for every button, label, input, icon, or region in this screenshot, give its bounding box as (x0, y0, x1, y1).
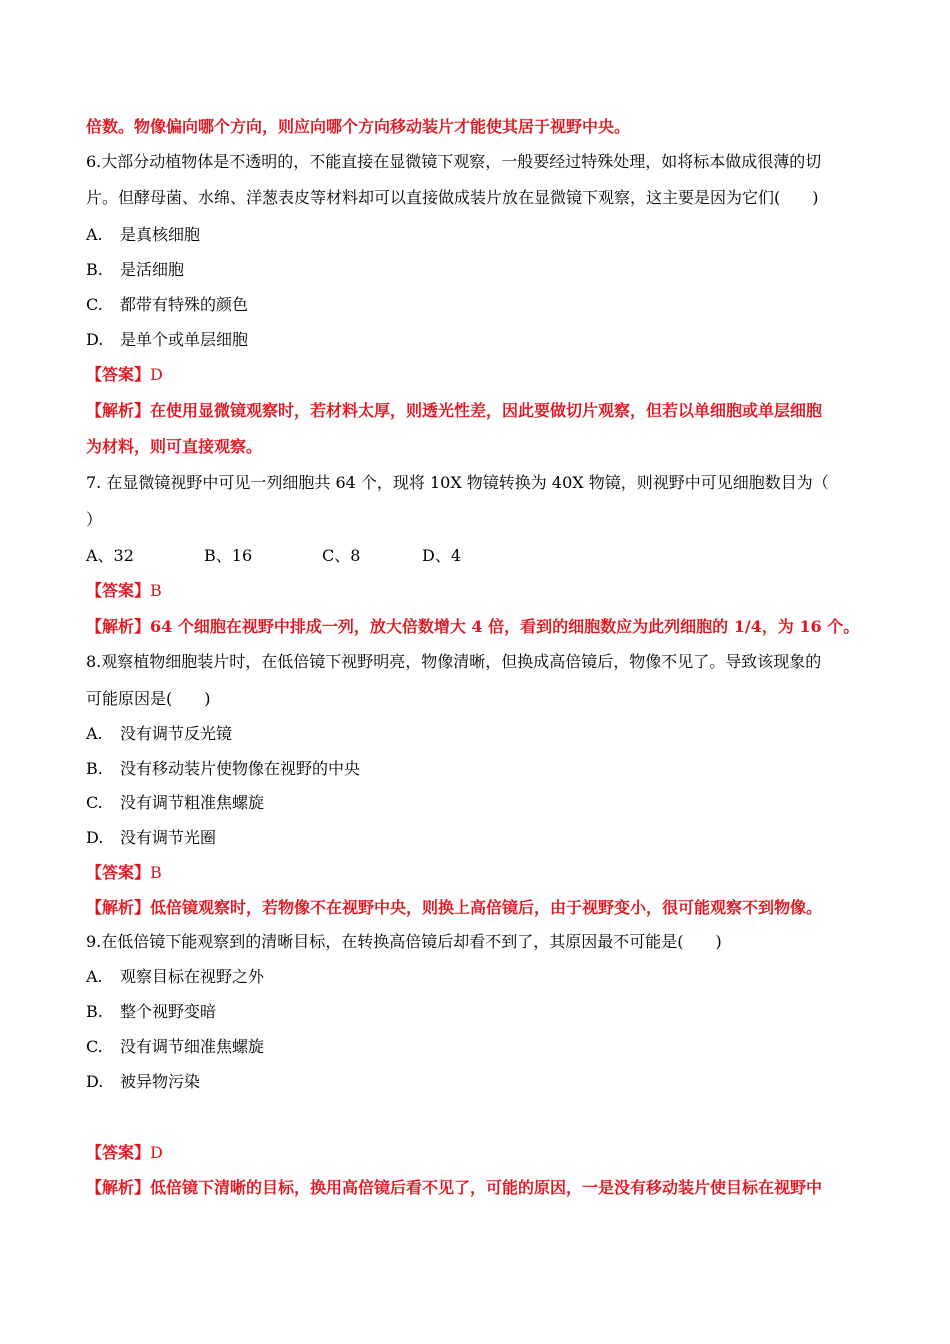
q6-analysis-line1 (86, 400, 876, 422)
q6-option-d (86, 329, 876, 351)
q9-option-c-text: 没有调节细准焦螺旋 (120, 1037, 265, 1056)
q6-option-c-key: C. (86, 295, 103, 314)
q9-answer-value: D (150, 1143, 163, 1162)
q8-answer (86, 862, 876, 884)
q8-stem-line1: 8.观察植物细胞装片时，在低倍镜下视野明亮，物像清晰，但换成高倍镜后，物像不见了。导致该现象的 (86, 652, 822, 671)
q6-option-d-key: D. (86, 330, 104, 349)
q6-stem-line1: 6.大部分动植物体是不透明的，不能直接在显微镜下观察，一般要经过特殊处理，如将标本做成很薄的切 (86, 152, 822, 171)
carryover-analysis-text: 倍数。物像偏向哪个方向，则应向哪个方向移动装片才能使其居于视野中央。 (86, 117, 631, 136)
q7-option-a: A、32 (86, 546, 134, 565)
q8-answer-label: 【答案】 (86, 863, 151, 882)
q8-option-a-text: 没有调节反光镜 (120, 724, 233, 743)
q6-option-b (86, 259, 876, 281)
q9-option-b (86, 1001, 876, 1023)
q6-analysis-text1: 在使用显微镜观察时，若材料太厚，则透光性差，因此要做切片观察，但若以单细胞或单层细胞 (150, 401, 823, 420)
q6-option-d-text: 是单个或单层细胞 (120, 330, 249, 349)
q8-analysis-line1 (86, 897, 876, 919)
q6-answer-value: D (150, 365, 163, 384)
q7-stem-line1: 7. 在显微镜视野中可见一列细胞共 64 个，现将 10X 物镜转换为 40X 物镜，则视野中可见细胞数目为（ (86, 473, 829, 492)
q8-analysis-label: 【解析】 (86, 898, 151, 917)
q6-option-c (86, 294, 876, 316)
q8-option-c (86, 792, 876, 814)
q6-option-b-key: B. (86, 260, 103, 279)
q6-option-a-key: A. (86, 225, 103, 244)
q8-option-a-key: A. (86, 724, 103, 743)
q6-option-a (86, 224, 876, 246)
q9-option-d-text: 被异物污染 (120, 1072, 201, 1091)
q7-answer-value: B (150, 581, 162, 600)
q7-analysis-text1: 64 个细胞在视野中排成一列，放大倍数增大 4 倍，看到的细胞数应为此列细胞的 1/4，为 16 个。 (150, 617, 860, 636)
q8-analysis-text1: 低倍镜观察时，若物像不在视野中央，则换上高倍镜后，由于视野变小，很可能观察不到物像。 (150, 898, 823, 917)
q6-option-a-text: 是真核细胞 (120, 225, 201, 244)
q8-option-b-key: B. (86, 759, 103, 778)
q9-answer-label: 【答案】 (86, 1143, 151, 1162)
q7-stem-line2: ） (86, 510, 103, 529)
q9-stem-line1: 9.在低倍镜下能观察到的清晰目标，在转换高倍镜后却看不到了，其原因最不可能是( ) (86, 932, 722, 951)
q6-answer-label: 【答案】 (86, 365, 151, 384)
q6-option-b-text: 是活细胞 (120, 260, 185, 279)
q7-option-b: B、16 (204, 546, 253, 565)
q7-options-row (86, 545, 876, 567)
q9-option-a-text: 观察目标在视野之外 (120, 967, 265, 986)
q8-option-a (86, 723, 876, 745)
q8-option-b-text: 没有移动装片使物像在视野的中央 (120, 759, 361, 778)
q9-option-d (86, 1071, 876, 1093)
q9-analysis-line1 (86, 1177, 876, 1199)
q8-stem-line2: 可能原因是( ) (86, 689, 211, 708)
q9-option-c (86, 1036, 876, 1058)
q8-option-c-key: C. (86, 793, 103, 812)
q7-analysis-label: 【解析】 (86, 617, 151, 636)
q9-analysis-label: 【解析】 (86, 1178, 151, 1197)
q8-answer-value: B (150, 863, 162, 882)
q8-option-b (86, 758, 876, 780)
q8-option-c-text: 没有调节粗准焦螺旋 (120, 793, 265, 812)
q9-option-c-key: C. (86, 1037, 103, 1056)
q9-analysis-text1: 低倍镜下清晰的目标，换用高倍镜后看不见了，可能的原因，一是没有移动装片使目标在视野中 (150, 1178, 823, 1197)
q7-answer (86, 580, 876, 602)
q7-answer-label: 【答案】 (86, 581, 151, 600)
q8-option-d-key: D. (86, 828, 104, 847)
q9-option-d-key: D. (86, 1072, 104, 1091)
q7-option-c: C、8 (322, 546, 361, 565)
q9-option-b-text: 整个视野变暗 (120, 1002, 217, 1021)
q6-analysis-label: 【解析】 (86, 401, 151, 420)
q6-analysis-line2: 为材料，则可直接观察。 (86, 437, 263, 456)
q9-option-a (86, 966, 876, 988)
q8-option-d-text: 没有调节光圈 (120, 828, 217, 847)
q8-option-d (86, 827, 876, 849)
q9-option-b-key: B. (86, 1002, 103, 1021)
q9-option-a-key: A. (86, 967, 103, 986)
q6-option-c-text: 都带有特殊的颜色 (120, 295, 249, 314)
q9-answer (86, 1142, 876, 1164)
q6-answer (86, 364, 876, 386)
q7-option-d: D、4 (422, 546, 462, 565)
q6-stem-line2: 片。但酵母菌、水绵、洋葱表皮等材料却可以直接做成装片放在显微镜下观察，这主要是因为它们( ) (86, 188, 819, 207)
q7-analysis-line1 (86, 616, 876, 638)
